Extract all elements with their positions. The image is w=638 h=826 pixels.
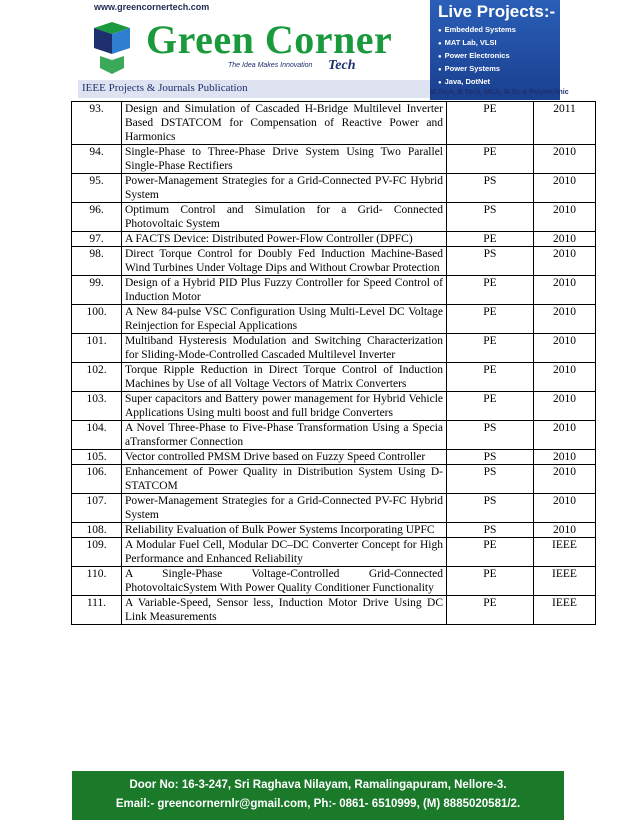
table-row xyxy=(72,174,596,203)
project-year: 2010 xyxy=(534,145,596,174)
project-year: 2010 xyxy=(534,247,596,276)
project-category: PE xyxy=(447,305,534,334)
project-title: Reliability Evaluation of Bulk Power Systems Incorporating UPFC xyxy=(122,523,447,538)
brand-name xyxy=(146,17,393,62)
project-number: 93. xyxy=(72,102,122,145)
table-row xyxy=(72,203,596,232)
project-number: 101. xyxy=(72,334,122,363)
project-number: 109. xyxy=(72,538,122,567)
table-row xyxy=(72,494,596,523)
live-item: ● Embedded Systems xyxy=(438,24,516,37)
project-number: 111. xyxy=(72,596,122,625)
project-title: Power-Management Strategies for a Grid-Connected PV-FC Hybrid System xyxy=(122,174,447,203)
table-row xyxy=(72,538,596,567)
table-row xyxy=(72,305,596,334)
project-category: PE xyxy=(447,363,534,392)
live-item: ● Power Electronics xyxy=(438,50,516,63)
project-category: PE xyxy=(447,334,534,363)
project-title: Design of a Hybrid PID Plus Fuzzy Controller for Speed Control of Induction Motor xyxy=(122,276,447,305)
table-row xyxy=(72,363,596,392)
project-number: 96. xyxy=(72,203,122,232)
project-category: PS xyxy=(447,247,534,276)
project-category: PS xyxy=(447,523,534,538)
table-row xyxy=(72,392,596,421)
project-number: 97. xyxy=(72,232,122,247)
project-year: 2010 xyxy=(534,174,596,203)
project-number: 102. xyxy=(72,363,122,392)
table-row xyxy=(72,523,596,538)
project-number: 95. xyxy=(72,174,122,203)
project-title: Design and Simulation of Cascaded H-Bridge Multilevel Inverter Based DSTATCOM for Compensation of Reactive Power and Harmonics xyxy=(122,102,447,145)
project-number: 108. xyxy=(72,523,122,538)
project-year: 2010 xyxy=(534,276,596,305)
project-number: 110. xyxy=(72,567,122,596)
project-title: A Novel Three-Phase to Five-Phase Transformation Using a Specia aTransformer Connection xyxy=(122,421,447,450)
table-row xyxy=(72,334,596,363)
brand-tech: Tech xyxy=(328,58,356,73)
project-number: 104. xyxy=(72,421,122,450)
project-number: 98. xyxy=(72,247,122,276)
project-number: 105. xyxy=(72,450,122,465)
project-year: 2010 xyxy=(534,450,596,465)
table-row xyxy=(72,247,596,276)
live-projects-title: Live Projects:- xyxy=(438,2,556,21)
project-year: 2010 xyxy=(534,334,596,363)
project-year: 2011 xyxy=(534,102,596,145)
project-category: PS xyxy=(447,465,534,494)
project-title: A FACTS Device: Distributed Power-Flow Controller (DPFC) xyxy=(122,232,447,247)
project-title: A Variable-Speed, Sensor less, Induction Motor Drive Using DC Link Measurements xyxy=(122,596,447,625)
live-projects-list xyxy=(438,24,516,89)
project-year: 2010 xyxy=(534,363,596,392)
project-title: Single-Phase to Three-Phase Drive System Using Two Parallel Single-Phase Rectifiers xyxy=(122,145,447,174)
project-title: A Single-Phase Voltage-Controlled Grid-Connected PhotovoltaicSystem With Power Quality Conditioner Functionality xyxy=(122,567,447,596)
header-banner xyxy=(78,0,560,100)
ieee-bar xyxy=(78,80,430,98)
live-projects-panel xyxy=(430,0,560,100)
project-title: Power-Management Strategies for a Grid-Connected PV-FC Hybrid System xyxy=(122,494,447,523)
project-number: 100. xyxy=(72,305,122,334)
footer-contact: Email:- greencornernlr@gmail.com, Ph:- 0861- 6510999, (M) 8885020581/2. xyxy=(115,798,521,810)
project-number: 94. xyxy=(72,145,122,174)
project-year: 2010 xyxy=(534,232,596,247)
table-row xyxy=(72,450,596,465)
project-title: Optimum Control and Simulation for a Grid- Connected Photovoltaic System xyxy=(122,203,447,232)
project-year: 2010 xyxy=(534,465,596,494)
table-row xyxy=(72,567,596,596)
project-title: Multiband Hysteresis Modulation and Switching Characterization for Sliding-Mode-Controlled Cascaded Multilevel Inverter xyxy=(122,334,447,363)
project-year: 2010 xyxy=(534,305,596,334)
footer-banner xyxy=(72,771,564,820)
table-row xyxy=(72,421,596,450)
project-title: A Modular Fuel Cell, Modular DC–DC Converter Concept for High Performance and Enhanced Reliability xyxy=(122,538,447,567)
brand-word-corner: Corner xyxy=(264,17,393,62)
logo-icon xyxy=(90,20,134,76)
table-row xyxy=(72,465,596,494)
tagline: The Idea Makes Innovation xyxy=(228,62,313,69)
table-row xyxy=(72,596,596,625)
project-title: Direct Torque Control for Doubly Fed Induction Machine-Based Wind Turbines Under Voltage Dips and Without Crowbar Protection xyxy=(122,247,447,276)
project-category: PE xyxy=(447,392,534,421)
courses-line: M.Tech, B.Tech, MCA, M.Sc & Polytechnic xyxy=(430,89,569,96)
project-year: 2010 xyxy=(534,203,596,232)
projects-table-body xyxy=(72,102,596,625)
brand-word-green: Green xyxy=(146,17,255,62)
project-title: Super capacitors and Battery power management for Hybrid Vehicle Applications Using multi boost and full bridge Converters xyxy=(122,392,447,421)
project-category: PS xyxy=(447,174,534,203)
project-category: PE xyxy=(447,102,534,145)
project-category: PS xyxy=(447,494,534,523)
ieee-line: IEEE Projects & Journals Publication xyxy=(82,82,248,94)
footer-address: Door No: 16-3-247, Sri Raghava Nilayam, Ramalingapuram, Nellore-3. xyxy=(129,779,507,791)
project-number: 107. xyxy=(72,494,122,523)
project-number: 103. xyxy=(72,392,122,421)
project-year: 2010 xyxy=(534,421,596,450)
table-row xyxy=(72,102,596,145)
live-item: ● Power Systems xyxy=(438,63,516,76)
project-year: 2010 xyxy=(534,392,596,421)
table-row xyxy=(72,232,596,247)
project-category: PE xyxy=(447,276,534,305)
brand-panel xyxy=(78,0,430,100)
project-number: 106. xyxy=(72,465,122,494)
project-title: Vector controlled PMSM Drive based on Fuzzy Speed Controller xyxy=(122,450,447,465)
live-item: ● MAT Lab, VLSI xyxy=(438,37,516,50)
live-item: ● Java, DotNet xyxy=(438,76,516,89)
project-year: IEEE xyxy=(534,567,596,596)
project-year: 2010 xyxy=(534,523,596,538)
project-year: 2010 xyxy=(534,494,596,523)
project-category: PS xyxy=(447,421,534,450)
project-title: Enhancement of Power Quality in Distribution System Using D-STATCOM xyxy=(122,465,447,494)
project-title: A New 84-pulse VSC Configuration Using Multi-Level DC Voltage Reinjection for Especial Applications xyxy=(122,305,447,334)
table-row xyxy=(72,145,596,174)
site-url: www.greencornertech.com xyxy=(94,2,210,12)
project-title: Torque Ripple Reduction in Direct Torque Control of Induction Machines by Use of all Voltage Vectors of Matrix Converters xyxy=(122,363,447,392)
project-category: PE xyxy=(447,567,534,596)
project-category: PE xyxy=(447,232,534,247)
project-category: PS xyxy=(447,203,534,232)
project-year: IEEE xyxy=(534,596,596,625)
projects-table xyxy=(71,101,596,625)
project-category: PE xyxy=(447,596,534,625)
project-category: PE xyxy=(447,145,534,174)
project-number: 99. xyxy=(72,276,122,305)
project-category: PS xyxy=(447,450,534,465)
table-row xyxy=(72,276,596,305)
project-year: IEEE xyxy=(534,538,596,567)
project-category: PE xyxy=(447,538,534,567)
